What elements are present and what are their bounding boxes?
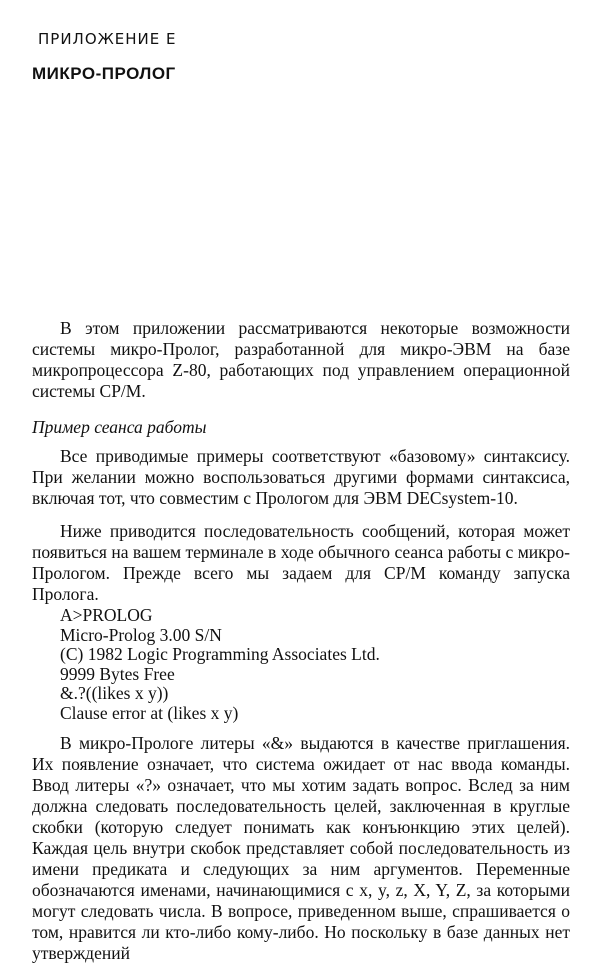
session-line: &.?((likes x y)) bbox=[60, 683, 169, 703]
intro-paragraph: В этом приложении рассматриваются некоторые возможности системы микро-Пролог, разработанной для микро-ЭВМ на базе микропроцессора Z-80, работающих под управлением операционной системы СР/М. bbox=[32, 318, 570, 401]
session-paragraph: Ниже приводится последовательность сообщений, которая может появиться на вашем терминале в ходе обычного сеанса работы с микро-Прологом. Прежде всего мы задаем для СР/М команду запуска Пролога. bbox=[32, 521, 570, 604]
session-line: Micro-Prolog 3.00 S/N bbox=[60, 624, 222, 645]
terminal-session bbox=[60, 606, 380, 723]
session-line: A>PROLOG bbox=[60, 605, 153, 625]
session-line: (C) 1982 Logic Programming Associates Ltd. bbox=[60, 644, 380, 664]
session-line: 9999 Bytes Free bbox=[60, 663, 175, 684]
syntax-paragraph: Все приводимые примеры соответствуют «базовому» синтаксису. При желании можно воспользоваться другими формами синтаксиса, включая тот, что совместим с Прологом для ЭВМ DECsystem-10. bbox=[32, 446, 570, 508]
explanation-paragraph: В микро-Прологе литеры «&» выдаются в качестве приглашения. Их появление означает, что система ожидает от нас ввода команды. Ввод литеры «?» означает, что мы хотим задать вопрос. Вслед за ним должна следовать последовательность целей, заключенная в круглые скобки (которую следует понимать как конъюнкцию этих целей). Каждая цель внутри скобок представляет собой последовательность из имени предиката и следующих за ним аргументов. Переменные обозначаются именами, начинающимися с x, y, z, X, Y, Z, за которыми могут следовать числа. В вопросе, приведенном выше, спрашивается о том, нравится ли кто-либо кому-либо. Но поскольку в базе данных нет утверждений bbox=[32, 733, 570, 963]
appendix-label: ПРИЛОЖЕНИЕ Е bbox=[38, 30, 177, 48]
session-line: Clause error at (likes x y) bbox=[60, 702, 239, 723]
chapter-title: МИКРО-ПРОЛОГ bbox=[32, 64, 176, 83]
section-heading: Пример сеанса работы bbox=[32, 417, 207, 437]
